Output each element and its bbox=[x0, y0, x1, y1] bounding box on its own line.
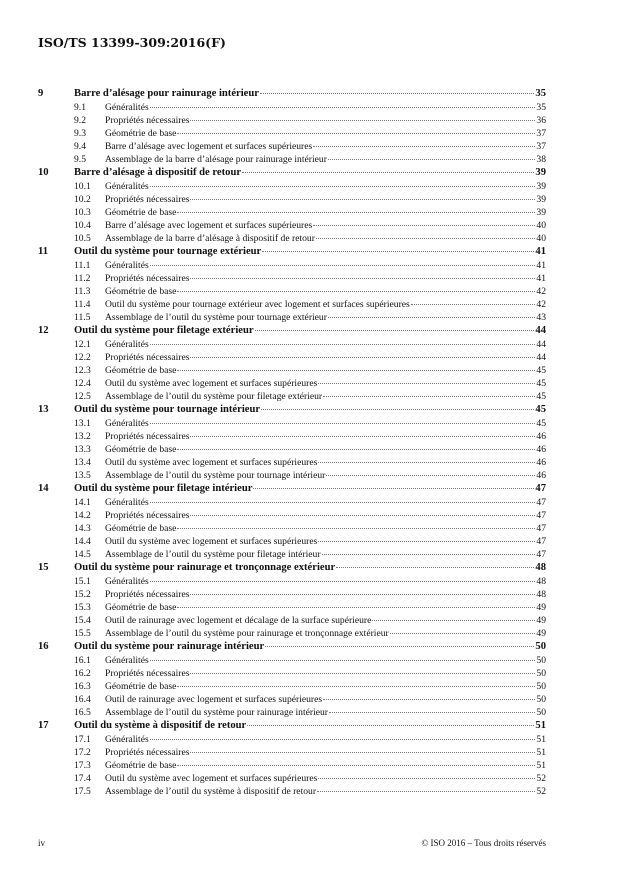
dot-leader bbox=[150, 265, 536, 266]
entry-title: Propriétés nécessaires bbox=[105, 589, 190, 600]
dot-leader bbox=[190, 357, 535, 358]
entry-title: Géométrie de base bbox=[105, 602, 177, 613]
entry-number: 15.2 bbox=[74, 589, 91, 600]
toc-subclause-entry[interactable] bbox=[38, 733, 546, 746]
entry-title: Assemblage de l’outil du système pour rainurage intérieur bbox=[105, 707, 328, 718]
entry-page: 48 bbox=[536, 576, 546, 587]
entry-page: 46 bbox=[536, 470, 546, 481]
entry-number: 14.5 bbox=[74, 549, 91, 560]
entry-number: 15.5 bbox=[74, 628, 91, 639]
dot-leader bbox=[265, 646, 534, 647]
dot-leader bbox=[323, 699, 535, 700]
entry-title: Outil du système pour filetage intérieur bbox=[74, 483, 253, 494]
entry-number: 9.1 bbox=[74, 102, 86, 113]
entry-number: 13.3 bbox=[74, 444, 91, 455]
toc-subclause-entry[interactable] bbox=[38, 456, 546, 469]
entry-page: 41 bbox=[535, 246, 546, 257]
entry-page: 47 bbox=[536, 497, 546, 508]
entry-page: 50 bbox=[536, 655, 546, 666]
entry-number: 16.5 bbox=[74, 707, 91, 718]
entry-number: 14.2 bbox=[74, 510, 91, 521]
entry-number: 13.2 bbox=[74, 431, 91, 442]
toc-subclause-entry[interactable] bbox=[38, 548, 546, 561]
entry-title: Outil du système à dispositif de retour bbox=[74, 720, 247, 731]
toc-subclause-entry[interactable] bbox=[38, 338, 546, 351]
dot-leader bbox=[253, 488, 534, 489]
dot-leader bbox=[177, 607, 535, 608]
entry-page: 42 bbox=[536, 286, 546, 297]
toc-clause-entry[interactable] bbox=[38, 324, 546, 338]
toc-subclause-entry[interactable] bbox=[38, 746, 546, 759]
toc-subclause-entry[interactable] bbox=[38, 351, 546, 364]
entry-number: 17 bbox=[38, 720, 49, 731]
toc-clause-entry[interactable] bbox=[38, 403, 546, 417]
entry-page: 47 bbox=[536, 523, 546, 534]
toc-subclause-entry[interactable] bbox=[38, 469, 546, 482]
entry-title: Généralités bbox=[105, 260, 149, 271]
entry-page: 46 bbox=[536, 457, 546, 468]
toc-subclause-entry[interactable] bbox=[38, 614, 546, 627]
dot-leader bbox=[260, 93, 534, 94]
toc-subclause-entry[interactable] bbox=[38, 772, 546, 785]
entry-page: 41 bbox=[536, 273, 546, 284]
entry-title: Outil du système avec logement et surfaces supérieures bbox=[105, 457, 318, 468]
entry-page: 51 bbox=[536, 760, 546, 771]
entry-page: 46 bbox=[536, 444, 546, 455]
entry-page: 44 bbox=[536, 352, 546, 363]
entry-page: 42 bbox=[536, 299, 546, 310]
toc-subclause-entry[interactable] bbox=[38, 390, 546, 403]
entry-number: 13.5 bbox=[74, 470, 91, 481]
dot-leader bbox=[150, 186, 536, 187]
toc-clause-entry[interactable] bbox=[38, 640, 546, 654]
entry-title: Outil du système pour tournage extérieur bbox=[74, 246, 262, 257]
dot-leader bbox=[390, 633, 536, 634]
entry-title: Généralités bbox=[105, 102, 149, 113]
entry-page: 37 bbox=[536, 141, 546, 152]
entry-page: 49 bbox=[536, 615, 546, 626]
entry-number: 15.4 bbox=[74, 615, 91, 626]
toc-subclause-entry[interactable] bbox=[38, 693, 546, 706]
entry-number: 11.1 bbox=[74, 260, 91, 271]
toc-subclause-entry[interactable] bbox=[38, 219, 546, 232]
entry-number: 16.4 bbox=[74, 694, 91, 705]
entry-page: 51 bbox=[536, 747, 546, 758]
entry-title: Assemblage de l’outil du système pour filetage extérieur bbox=[105, 391, 323, 402]
dot-leader bbox=[177, 133, 535, 134]
dot-leader bbox=[177, 291, 535, 292]
entry-page: 45 bbox=[535, 404, 546, 415]
entry-title: Géométrie de base bbox=[105, 365, 177, 376]
toc-subclause-entry[interactable] bbox=[38, 127, 546, 140]
entry-title: Barre d’alésage avec logement et surfaces supérieures bbox=[105, 141, 313, 152]
entry-number: 12.2 bbox=[74, 352, 91, 363]
toc-subclause-entry[interactable] bbox=[38, 377, 546, 390]
dot-leader bbox=[177, 370, 535, 371]
entry-title: Assemblage de l’outil du système à dispositif de retour bbox=[105, 786, 317, 797]
entry-page: 39 bbox=[535, 167, 546, 178]
entry-number: 10.1 bbox=[74, 181, 91, 192]
entry-number: 9.4 bbox=[74, 141, 86, 152]
entry-title: Propriétés nécessaires bbox=[105, 510, 190, 521]
toc-subclause-entry[interactable] bbox=[38, 140, 546, 153]
copyright-notice: © ISO 2016 – Tous droits réservés bbox=[421, 838, 546, 848]
entry-number: 15.1 bbox=[74, 576, 91, 587]
document-id-header: ISO/TS 13399-309:2016(F) bbox=[38, 35, 226, 50]
dot-leader bbox=[313, 225, 535, 226]
entry-page: 39 bbox=[536, 181, 546, 192]
toc-subclause-entry[interactable] bbox=[38, 443, 546, 456]
toc-subclause-entry[interactable] bbox=[38, 667, 546, 680]
toc-subclause-entry[interactable] bbox=[38, 535, 546, 548]
entry-number: 11.3 bbox=[74, 286, 91, 297]
entry-page: 35 bbox=[536, 102, 546, 113]
entry-title: Propriétés nécessaires bbox=[105, 273, 190, 284]
entry-page: 41 bbox=[536, 260, 546, 271]
entry-number: 17.3 bbox=[74, 760, 91, 771]
toc-subclause-entry[interactable] bbox=[38, 272, 546, 285]
entry-page: 50 bbox=[536, 681, 546, 692]
entry-page: 40 bbox=[536, 220, 546, 231]
toc-subclause-entry[interactable] bbox=[38, 193, 546, 206]
toc-subclause-entry[interactable] bbox=[38, 588, 546, 601]
entry-title: Géométrie de base bbox=[105, 444, 177, 455]
toc-subclause-entry[interactable] bbox=[38, 509, 546, 522]
entry-page: 50 bbox=[536, 694, 546, 705]
entry-page: 48 bbox=[535, 562, 546, 573]
toc-subclause-entry[interactable] bbox=[38, 180, 546, 193]
entry-title: Assemblage de l’outil du système pour tournage extérieur bbox=[105, 312, 327, 323]
entry-title: Généralités bbox=[105, 181, 149, 192]
toc-subclause-entry[interactable] bbox=[38, 114, 546, 127]
entry-number: 11 bbox=[38, 246, 49, 257]
entry-title: Généralités bbox=[105, 418, 149, 429]
entry-number: 10 bbox=[38, 167, 49, 178]
toc-subclause-entry[interactable] bbox=[38, 601, 546, 614]
entry-title: Propriétés nécessaires bbox=[105, 431, 190, 442]
entry-number: 13.4 bbox=[74, 457, 91, 468]
entry-number: 15 bbox=[38, 562, 49, 573]
entry-page: 39 bbox=[536, 207, 546, 218]
entry-number: 11.5 bbox=[74, 312, 91, 323]
entry-number: 9 bbox=[38, 88, 44, 99]
toc-subclause-entry[interactable] bbox=[38, 522, 546, 535]
entry-number: 13.1 bbox=[74, 418, 91, 429]
entry-number: 13 bbox=[38, 404, 49, 415]
entry-page: 35 bbox=[535, 88, 546, 99]
dot-leader bbox=[262, 251, 534, 252]
toc-subclause-entry[interactable] bbox=[38, 627, 546, 640]
entry-title: Géométrie de base bbox=[105, 760, 177, 771]
dot-leader bbox=[242, 172, 534, 173]
entry-title: Assemblage de la barre d’alésage pour rainurage intérieur bbox=[105, 154, 327, 165]
dot-leader bbox=[177, 212, 535, 213]
dot-leader bbox=[190, 752, 535, 753]
entry-page: 47 bbox=[536, 549, 546, 560]
dot-leader bbox=[150, 581, 536, 582]
dot-leader bbox=[328, 159, 536, 160]
toc-section bbox=[38, 324, 546, 403]
entry-page: 44 bbox=[536, 339, 546, 350]
entry-title: Outil du système pour filetage extérieur bbox=[74, 325, 254, 336]
entry-page: 50 bbox=[535, 641, 546, 652]
entry-title: Propriétés nécessaires bbox=[105, 194, 190, 205]
toc-clause-entry[interactable] bbox=[38, 561, 546, 575]
entry-number: 12 bbox=[38, 325, 49, 336]
dot-leader bbox=[323, 396, 535, 397]
dot-leader bbox=[318, 541, 535, 542]
dot-leader bbox=[372, 620, 535, 621]
toc-clause-entry[interactable] bbox=[38, 166, 546, 180]
entry-number: 16.3 bbox=[74, 681, 91, 692]
entry-number: 11.4 bbox=[74, 299, 91, 310]
entry-number: 16 bbox=[38, 641, 49, 652]
entry-number: 12.5 bbox=[74, 391, 91, 402]
dot-leader bbox=[313, 146, 535, 147]
entry-title: Outil du système avec logement et surfaces supérieures bbox=[105, 773, 318, 784]
entry-title: Géométrie de base bbox=[105, 128, 177, 139]
entry-title: Propriétés nécessaires bbox=[105, 352, 190, 363]
dot-leader bbox=[317, 791, 535, 792]
entry-number: 17.2 bbox=[74, 747, 91, 758]
dot-leader bbox=[329, 712, 535, 713]
entry-title: Outil du système pour tournage extérieur avec logement et surfaces supérieures bbox=[105, 299, 410, 310]
toc-clause-entry[interactable] bbox=[38, 245, 546, 259]
toc-subclause-entry[interactable] bbox=[38, 364, 546, 377]
entry-title: Outil du système pour tournage intérieur bbox=[74, 404, 261, 415]
entry-title: Outil du système avec logement et surfaces supérieures bbox=[105, 536, 318, 547]
table-of-contents bbox=[38, 87, 546, 798]
entry-page: 43 bbox=[536, 312, 546, 323]
dot-leader bbox=[255, 330, 535, 331]
dot-leader bbox=[190, 278, 535, 279]
dot-leader bbox=[190, 594, 535, 595]
dot-leader bbox=[177, 528, 535, 529]
entry-number: 12.1 bbox=[74, 339, 91, 350]
dot-leader bbox=[190, 199, 535, 200]
dot-leader bbox=[190, 436, 535, 437]
entry-page: 51 bbox=[535, 720, 546, 731]
entry-page: 51 bbox=[536, 734, 546, 745]
entry-title: Généralités bbox=[105, 734, 149, 745]
entry-title: Outil du système pour rainurage intérieur bbox=[74, 641, 265, 652]
toc-subclause-entry[interactable] bbox=[38, 153, 546, 166]
entry-page: 47 bbox=[536, 536, 546, 547]
entry-number: 14.1 bbox=[74, 497, 91, 508]
entry-page: 45 bbox=[536, 391, 546, 402]
entry-number: 10.4 bbox=[74, 220, 91, 231]
toc-subclause-entry[interactable] bbox=[38, 259, 546, 272]
entry-number: 16.2 bbox=[74, 668, 91, 679]
entry-title: Généralités bbox=[105, 497, 149, 508]
entry-number: 16.1 bbox=[74, 655, 91, 666]
entry-page: 36 bbox=[536, 115, 546, 126]
toc-subclause-entry[interactable] bbox=[38, 785, 546, 798]
dot-leader bbox=[336, 567, 534, 568]
entry-number: 17.4 bbox=[74, 773, 91, 784]
entry-number: 12.4 bbox=[74, 378, 91, 389]
dot-leader bbox=[190, 515, 535, 516]
entry-title: Outil du système pour rainurage et tronçonnage extérieur bbox=[74, 562, 336, 573]
entry-number: 15.3 bbox=[74, 602, 91, 613]
entry-title: Généralités bbox=[105, 339, 149, 350]
dot-leader bbox=[261, 409, 534, 410]
entry-title: Propriétés nécessaires bbox=[105, 747, 190, 758]
toc-clause-entry[interactable] bbox=[38, 87, 546, 101]
dot-leader bbox=[150, 660, 536, 661]
entry-page: 52 bbox=[536, 786, 546, 797]
entry-number: 17.5 bbox=[74, 786, 91, 797]
dot-leader bbox=[316, 238, 535, 239]
entry-number: 10.3 bbox=[74, 207, 91, 218]
entry-page: 49 bbox=[536, 602, 546, 613]
entry-number: 14.4 bbox=[74, 536, 91, 547]
entry-number: 9.2 bbox=[74, 115, 86, 126]
dot-leader bbox=[150, 344, 536, 345]
dot-leader bbox=[150, 502, 536, 503]
toc-clause-entry[interactable] bbox=[38, 482, 546, 496]
dot-leader bbox=[177, 449, 535, 450]
entry-title: Généralités bbox=[105, 655, 149, 666]
entry-page: 50 bbox=[536, 707, 546, 718]
entry-title: Outil du système avec logement et surfaces supérieures bbox=[105, 378, 318, 389]
dot-leader bbox=[177, 765, 535, 766]
dot-leader bbox=[190, 120, 535, 121]
entry-number: 14 bbox=[38, 483, 49, 494]
toc-subclause-entry[interactable] bbox=[38, 101, 546, 114]
entry-title: Géométrie de base bbox=[105, 681, 177, 692]
dot-leader bbox=[318, 462, 535, 463]
entry-title: Assemblage de l’outil du système pour tournage intérieur bbox=[105, 470, 326, 481]
dot-leader bbox=[318, 383, 535, 384]
entry-page: 38 bbox=[536, 154, 546, 165]
toc-subclause-entry[interactable] bbox=[38, 496, 546, 509]
entry-title: Géométrie de base bbox=[105, 286, 177, 297]
entry-page: 47 bbox=[536, 510, 546, 521]
entry-title: Barre d’alésage avec logement et surfaces supérieures bbox=[105, 220, 313, 231]
dot-leader bbox=[150, 107, 536, 108]
entry-title: Barre d’alésage pour rainurage intérieur bbox=[74, 88, 259, 99]
toc-section bbox=[38, 640, 546, 719]
entry-number: 12.3 bbox=[74, 365, 91, 376]
entry-title: Assemblage de l’outil du système pour filetage intérieur bbox=[105, 549, 321, 560]
entry-title: Assemblage de l’outil du système pour rainurage et tronçonnage extérieur bbox=[105, 628, 389, 639]
dot-leader bbox=[326, 475, 535, 476]
dot-leader bbox=[328, 317, 535, 318]
entry-number: 10.5 bbox=[74, 233, 91, 244]
entry-title: Propriétés nécessaires bbox=[105, 668, 190, 679]
entry-page: 37 bbox=[536, 128, 546, 139]
toc-section bbox=[38, 561, 546, 640]
entry-title: Outil de rainurage avec logement et décalage de la surface supérieure bbox=[105, 615, 372, 626]
entry-title: Généralités bbox=[105, 576, 149, 587]
entry-title: Outil de rainurage avec logement et surfaces supérieures bbox=[105, 694, 323, 705]
toc-subclause-entry[interactable] bbox=[38, 232, 546, 245]
entry-page: 47 bbox=[535, 483, 546, 494]
dot-leader bbox=[177, 686, 535, 687]
entry-page: 45 bbox=[536, 418, 546, 429]
toc-section bbox=[38, 719, 546, 798]
dot-leader bbox=[190, 673, 535, 674]
toc-subclause-entry[interactable] bbox=[38, 654, 546, 667]
entry-page: 48 bbox=[536, 589, 546, 600]
entry-page: 50 bbox=[536, 668, 546, 679]
dot-leader bbox=[318, 778, 535, 779]
toc-section bbox=[38, 166, 546, 245]
entry-page: 45 bbox=[536, 378, 546, 389]
entry-title: Géométrie de base bbox=[105, 523, 177, 534]
toc-section bbox=[38, 87, 546, 166]
dot-leader bbox=[150, 739, 536, 740]
entry-page: 46 bbox=[536, 431, 546, 442]
dot-leader bbox=[411, 304, 536, 305]
entry-number: 9.5 bbox=[74, 154, 86, 165]
entry-number: 14.3 bbox=[74, 523, 91, 534]
entry-number: 11.2 bbox=[74, 273, 91, 284]
toc-subclause-entry[interactable] bbox=[38, 575, 546, 588]
toc-subclause-entry[interactable] bbox=[38, 298, 546, 311]
toc-clause-entry[interactable] bbox=[38, 719, 546, 733]
entry-page: 49 bbox=[536, 628, 546, 639]
entry-number: 17.1 bbox=[74, 734, 91, 745]
toc-subclause-entry[interactable] bbox=[38, 430, 546, 443]
toc-subclause-entry[interactable] bbox=[38, 680, 546, 693]
dot-leader bbox=[322, 554, 536, 555]
toc-subclause-entry[interactable] bbox=[38, 285, 546, 298]
entry-title: Barre d’alésage à dispositif de retour bbox=[74, 167, 242, 178]
toc-section bbox=[38, 403, 546, 482]
toc-subclause-entry[interactable] bbox=[38, 417, 546, 430]
entry-title: Propriétés nécessaires bbox=[105, 115, 190, 126]
toc-subclause-entry[interactable] bbox=[38, 706, 546, 719]
entry-title: Géométrie de base bbox=[105, 207, 177, 218]
dot-leader bbox=[247, 725, 534, 726]
toc-subclause-entry[interactable] bbox=[38, 206, 546, 219]
toc-subclause-entry[interactable] bbox=[38, 759, 546, 772]
entry-number: 9.3 bbox=[74, 128, 86, 139]
toc-section bbox=[38, 245, 546, 324]
toc-section bbox=[38, 482, 546, 561]
entry-page: 40 bbox=[536, 233, 546, 244]
entry-page: 52 bbox=[536, 773, 546, 784]
entry-page: 44 bbox=[535, 325, 546, 336]
entry-number: 10.2 bbox=[74, 194, 91, 205]
entry-title: Assemblage de la barre d’alésage à dispositif de retour bbox=[105, 233, 315, 244]
page-number: iv bbox=[38, 838, 46, 848]
toc-subclause-entry[interactable] bbox=[38, 311, 546, 324]
entry-page: 45 bbox=[536, 365, 546, 376]
entry-page: 39 bbox=[536, 194, 546, 205]
dot-leader bbox=[150, 423, 536, 424]
